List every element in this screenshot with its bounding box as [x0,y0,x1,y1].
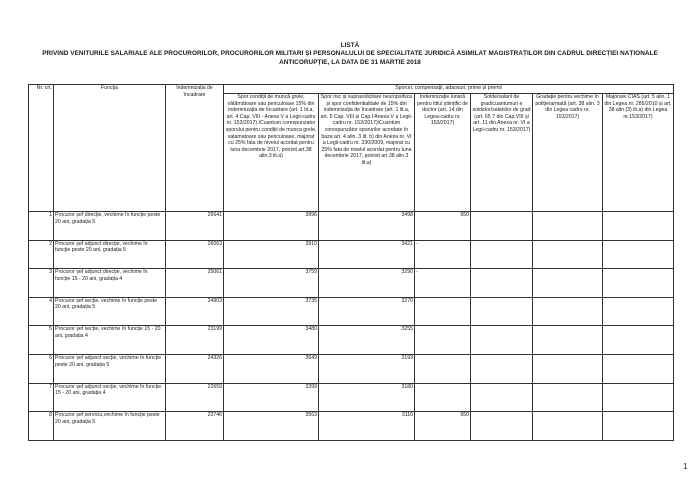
indemnizatia-cell: 24903 [166,297,224,326]
table-row [29,383,674,412]
majorare-cell [603,326,674,355]
indemnizatie-titlu-cell [415,297,471,326]
indemnizatie-titlu-cell: - [415,240,471,269]
indemnizatia-cell: 26063 [166,240,224,269]
solde-cell [471,383,533,412]
indemnizatie-titlu-cell [415,326,471,355]
function-cell: Procuror șef serviciu,vechime în funcție peste 20 ani, gradația 5 [54,412,166,441]
function-cell: Procuror șef adjunct direcție, vechime în funcție peste 20 ani, gradația 5 [54,240,166,269]
row-number: 7 [29,383,54,412]
row-number: 6 [29,354,54,383]
function-cell: Procuror șef secție, vechime în funcție peste 20 ani, gradația 5 [54,297,166,326]
header-indemnizatia: Indemnizația de încadrare [166,85,224,212]
spor-conditii-cell: 3910 [224,240,319,269]
indemnizatie-titlu-cell: 950 [415,212,471,241]
majorare-cell [603,212,674,241]
spor-risc-cell: 3270 [319,297,415,326]
gradatie-cell [533,326,603,355]
header-gradatie: Gradație pentru vechime în poliție/armată (art. 38 alin. 3 din Legea cadru nr. 153/2017) [533,94,603,212]
solde-cell [471,354,533,383]
spor-conditii-cell: 3399 [224,383,319,412]
header-spor-risc: Spor risc și suprasolicitare neuropsihica și spor confidentialitate de 15% din indemnizația de încadrare (art. 1 lit.a, art. 5 Cap. VIII și Cap.I Anexa V a Legii-cadru nr. 153/2017)/Cuantum corespunzător sporurilor acordate în baza art. 4 alin. 3 lit. b) din Anexa nr. VI a Legii-cadru nr. 330/2009, majorat cu 25% fata de nivelul acordat pentru luna decembrie 2017, potrivit art.38 alin.3 lit.a) [319,94,415,212]
spor-risc-cell: 3498 [319,212,415,241]
indemnizatie-titlu-cell: - [415,269,471,298]
header-functia: Funcția [54,85,166,212]
spor-risc-cell: 3193 [319,354,415,383]
gradatie-cell [533,383,603,412]
document-title [0,42,700,67]
majorare-cell [603,354,674,383]
function-cell: Procuror șef adjunct secție, vechime în funcție 15 - 20 ani, gradația 4 [54,383,166,412]
row-number: 1 [29,212,54,241]
title-line-3: ANTICORUPȚIE, LA DATA DE 31 MARTIE 2018 [279,58,421,66]
gradatie-cell [533,240,603,269]
solde-cell [471,269,533,298]
majorare-cell [603,269,674,298]
row-number: 5 [29,326,54,355]
indemnizatie-titlu-cell: 950 [415,412,471,441]
indemnizatia-cell: 26641 [166,212,224,241]
row-number: 2 [29,240,54,269]
header-nr-crt: Nr. crt. [29,85,54,212]
header-sporuri-group: Sporuri, compensații, adaosuri, prime și premii [224,85,674,94]
spor-conditii-cell: 3563 [224,412,319,441]
majorare-cell [603,412,674,441]
spor-conditii-cell: 3996 [224,212,319,241]
spor-risc-cell: 3421 [319,240,415,269]
gradatie-cell [533,354,603,383]
row-number: 3 [29,269,54,298]
indemnizatie-titlu-cell [415,383,471,412]
table-row [29,297,674,326]
gradatie-cell [533,297,603,326]
indemnizatia-cell: 25061 [166,269,224,298]
indemnizatia-cell: 23746 [166,412,224,441]
majorare-cell [603,383,674,412]
indemnizatie-titlu-cell [415,354,471,383]
page-number: 1 [683,462,688,471]
indemnizatia-cell: 23199 [166,326,224,355]
majorare-cell [603,240,674,269]
header-majorare: Majorare CIAS (art. 5 alin. 1 din Legea nr. 285/2010 și art. 38 alin.(3) lit.a) din Legea nr.153/2017) [603,94,674,212]
spor-conditii-cell: 3759 [224,269,319,298]
table-row [29,269,674,298]
salary-table [28,84,674,441]
spor-risc-cell: 3255 [319,326,415,355]
function-cell: Procuror șef adjunct direcție, vechime în funcție 15 - 20 ani, gradația 4 [54,269,166,298]
table-row [29,326,674,355]
function-cell: Procuror șef adjunct secție, vechime în funcție peste 20 ani, gradația 5 [54,354,166,383]
header-indemnizatie-titlu: Indemnizație lunară pentru titlul științific de doctor (art. 14 din Legea-cadru nr. 153/2017) [415,94,471,212]
majorare-cell [603,297,674,326]
row-number: 4 [29,297,54,326]
function-cell: Procuror șef direcție, vechime în funcție peste 20 ani, gradația 5 [54,212,166,241]
spor-conditii-cell: 3735 [224,297,319,326]
title-line-1: LISTĂ [340,42,360,49]
table-row [29,412,674,441]
solde-cell [471,326,533,355]
function-cell: Procuror șef secție, vechime în funcție 15 - 20 ani, gradația 4 [54,326,166,355]
spor-conditii-cell: 3480 [224,326,319,355]
table-row [29,354,674,383]
spor-risc-cell: 3116 [319,412,415,441]
solde-cell [471,212,533,241]
row-number: 8 [29,412,54,441]
indemnizatia-cell: 24326 [166,354,224,383]
solde-cell [471,297,533,326]
gradatie-cell [533,412,603,441]
gradatie-cell [533,212,603,241]
gradatie-cell [533,269,603,298]
spor-conditii-cell: 3649 [224,354,319,383]
solde-cell [471,412,533,441]
table-row [29,240,674,269]
spor-risc-cell: 3180 [319,383,415,412]
solde-cell [471,240,533,269]
header-spor-conditii: Spor condiții de muncă grele, vătămătoare sau periculoase 15% din indemnizația de încadrare (art. 1 lit.a, art. 4 Cap. VIII - Anexa V a Legii-cadru nr. 153/2017) /Cuantum corespunzator sporului pentru condiții de munca grele, vatamatoare sau periculoase, majorat cu 25% fata de nivelul acordat pentru luna decembrie 2017, potrivit art.38 alin.3 lit.a) [224,94,319,212]
title-line-2: PRIVIND VENITURILE SALARIALE ALE PROCURORILOR, PROCURORILOR MILITARI ȘI PERSONALULUI DE SPECIALITATE JURIDICĂ ASIMILAT MAGISTRAȚILOR DIN CADRUL DIRECȚIEI NAȚIONALE [42,50,658,58]
spor-risc-cell: 3290 [319,269,415,298]
indemnizatia-cell: 22659 [166,383,224,412]
header-solde: Solde/salarii de grad/cuantumuri e soldelor/salariilor de grad (art. 65 7 din Cap.VIII și art. 11 din Anexa nr. VI a Legii-cadru nr. 153/2017) [471,94,533,212]
table-row [29,212,674,241]
